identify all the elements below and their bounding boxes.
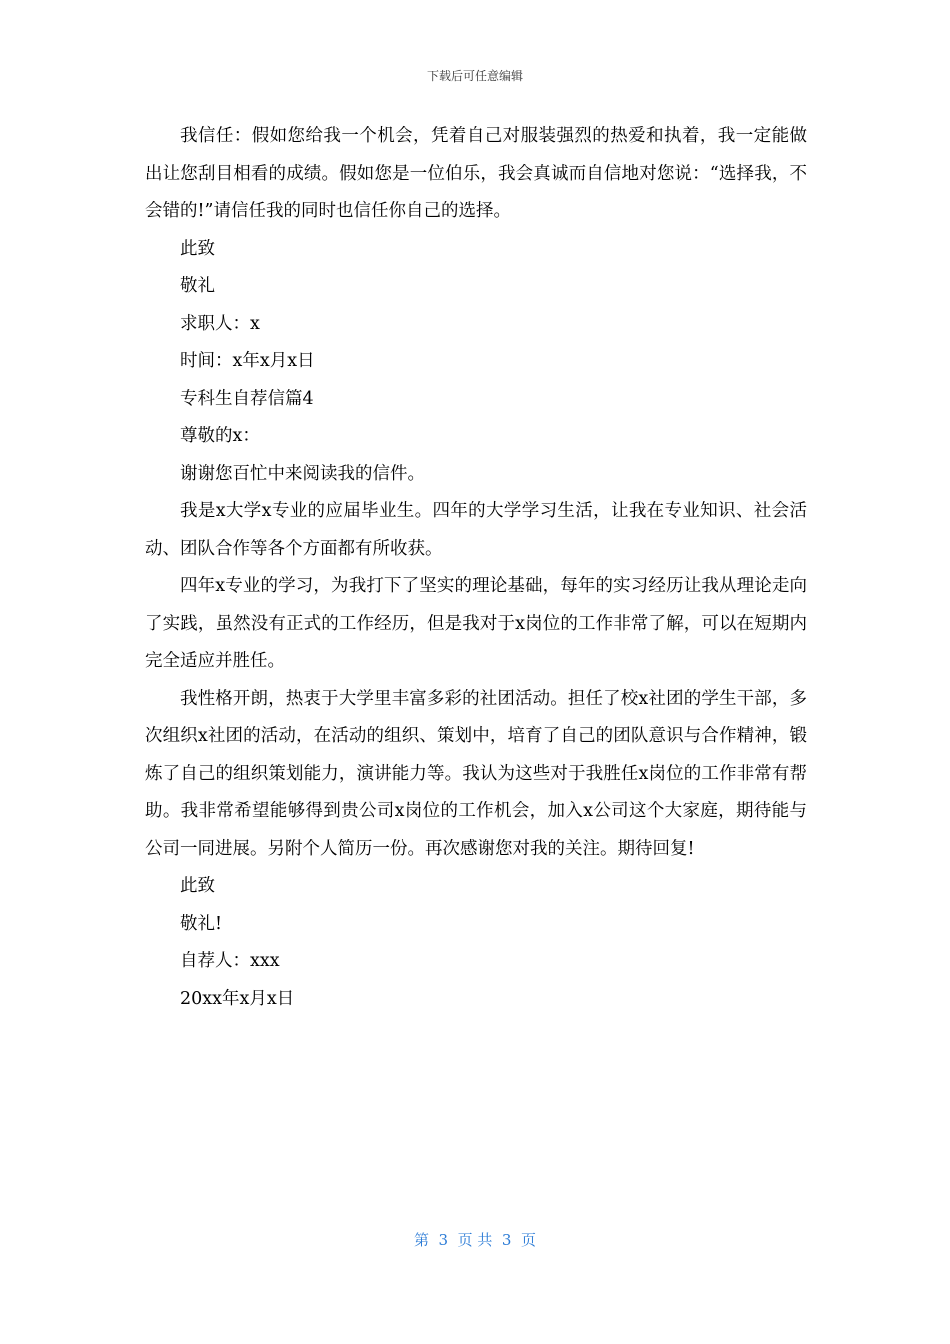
page-number-footer: 第 3 页 共 3 页 — [414, 1231, 536, 1249]
date-line: 时间：x年x月x日 — [180, 351, 315, 371]
closing-cizhi: 此致 — [180, 238, 215, 259]
date-line-2: 20xx年x月x日 — [180, 988, 295, 1009]
closing-cizhi-2: 此致 — [180, 876, 215, 896]
paragraph-thanks: 谢谢您百忙中来阅读我的信件。 — [180, 463, 425, 484]
paragraph-intro: 我是x大学x专业的应届毕业生。四年的大学学习生活，让我在专业知识、社会活动、团队合作等各个方面都有所收获。 — [145, 501, 807, 559]
paragraph-study: 四年x专业的学习，为我打下了坚实的理论基础，每年的实习经历让我从理论走向了实践，虽然没有正式的工作经历，但是我对于x岗位的工作非常了解，可以在短期内完全适应并胜任。 — [145, 576, 807, 671]
paragraph-personality: 我性格开朗，热衷于大学里丰富多彩的社团活动。担任了校x社团的学生干部，多次组织x社团的活动，在活动的组织、策划中，培育了自己的团队意识与合作精神，锻炼了自己的组织策划能力，演讲能力等。我认为这些对于我胜任x岗位的工作非常有帮助。我非常希望能够得到贵公司x岗位的工作机会，加入x公司这个大家庭，期待能与公司一同进展。另附个人简历一份。再次感谢您对我的关注。期待回复! — [145, 688, 807, 859]
closing-jingli-2: 敬礼! — [180, 913, 223, 934]
closing-jingli: 敬礼 — [180, 276, 215, 296]
recommender-line: 自荐人：xxx — [180, 951, 280, 971]
salutation: 尊敬的x： — [180, 426, 260, 446]
paragraph-trust-statement: 我信任：假如您给我一个机会，凭着自己对服装强烈的热爱和执着，我一定能做出让您刮目相看的成绩。假如您是一位伯乐，我会真诚而自信地对您说：“选择我，不会错的!”请信任我的同时也信任你自己的选择。 — [145, 126, 807, 221]
document-body — [145, 118, 807, 1018]
section-title: 专科生自荐信篇4 — [180, 388, 314, 409]
applicant-line: 求职人：x — [180, 313, 260, 334]
page-header: 下载后可任意编辑 — [426, 69, 523, 83]
